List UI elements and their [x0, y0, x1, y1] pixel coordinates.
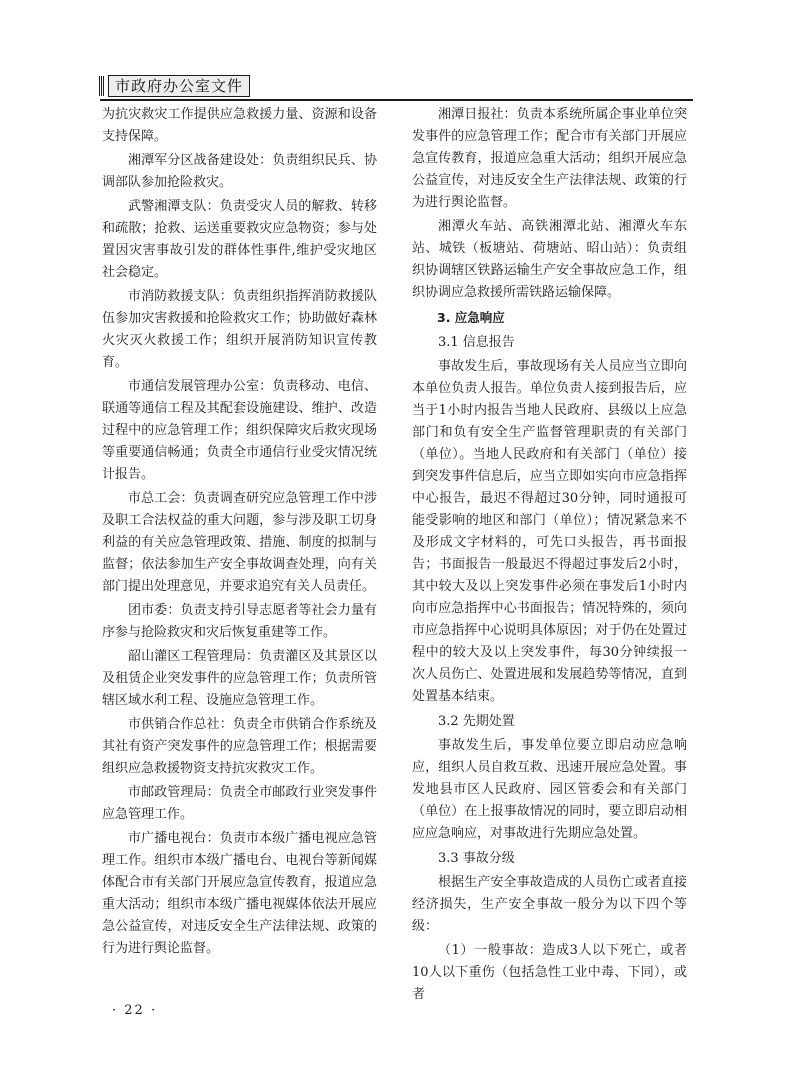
paragraph: 市通信发展管理办公室：负责移动、电信、联通等通信工程及其配套设施建设、维护、改造过程中的应急管理工作；组织保障灾后救灾现场等重要通信畅通；负责全市通信行业受灾情况统计报告。 [102, 379, 377, 482]
paragraph: 韶山灌区工程管理局：负责灌区及其景区以及租赁企业突发事件的应急管理工作；负责所管辖区域水利工程、设施应急管理工作。 [102, 649, 377, 708]
paragraph: 湘潭日报社：负责本系统所属企事业单位突发事件的应急管理工作；配合市有关部门开展应急宣传教育，报道应急重大活动；组织开展应急公益宣传，对违反安全生产法律法规、政策的行为进行舆论监督。 [412, 107, 687, 210]
paragraph: 湘潭火车站、高铁湘潭北站、湘潭火车东站、城铁（板塘站、荷塘站、昭山站）：负责组织协调辖区铁路运输生产安全事故应急工作，组织协调应急救援所需铁路运输保障。 [412, 219, 687, 300]
right-column [412, 104, 687, 1006]
paragraph: 市总工会：负责调查研究应急管理工作中涉及职工合法权益的重大问题，参与涉及职工切身利益的有关应急管理政策、措施、制度的拟制与监督；依法参加生产安全事故调查处理，向有关部门提出处理意见，并要求追究有关人员责任。 [102, 491, 377, 594]
paragraph: 市消防救援支队：负责组织指挥消防救援队伍参加灾害救援和抢险救灾工作；协助做好森林火灾灭火救援工作；组织开展消防知识宣传教育。 [102, 289, 377, 370]
paragraph: 武警湘潭支队：负责受灾人员的解救、转移和疏散；抢救、运送重要救灾应急物资；参与处置因灾害事故引发的群体性事件,维护受灾地区社会稳定。 [102, 199, 377, 280]
paragraph: 事故发生后，事故现场有关人员应当立即向本单位负责人报告。单位负责人接到报告后，应当于1小时内报告当地人民政府、县级以上应急部门和负有安全生产监督管理职责的有关部门（单位）。当地人民政府和有关部门（单位）接到突发事件信息后，应当立即如实向市应急指挥中心报告，最迟不得超过30分钟，同时通报可能受影响的地区和部门（单位）；情况紧急来不及形成文字材料的，可先口头报告，再书面报告；书面报告一般最迟不得超过事发后2小时，其中较大及以上突发事件必须在事发后1小时内向市应急指挥中心书面报告；情况特殊的，须向市应急指挥中心说明具体原因；对于仍在处置过程中的较大及以上突发事件，每30分钟续报一次人员伤亡、处置进展和发展趋势等情况，直到处置基本结束。 [412, 359, 687, 704]
running-header [100, 73, 693, 101]
paragraph: 市邮政管理局：负责全市邮政行业突发事件应急管理工作。 [102, 785, 377, 822]
left-column [102, 104, 377, 960]
paragraph: 湘潭军分区战备建设处：负责组织民兵、协调部队参加抢险救灾。 [102, 153, 377, 190]
paragraph: 团市委：负责支持引导志愿者等社会力量有序参与抢险救灾和灾后恢复重建等工作。 [102, 603, 377, 640]
paragraph: 市供销合作总社：负责全市供销合作系统及其社有资产突发事件的应急管理工作；根据需要组织应急救援物资支持抗灾救灾工作。 [102, 717, 377, 776]
paragraph: 事故发生后，事发单位要立即启动应急响应，组织人员自救互救、迅速开展应急处置。事发地县市区人民政府、园区管委会和有关部门（单位）在上报事故情况的同时，要立即启动相应应急响应，对事故进行先期应急处置。 [412, 738, 687, 841]
paragraph: 为抗灾救灾工作提供应急救援力量、资源和设备支持保障。 [102, 107, 377, 144]
page-number: · 22 · [112, 1003, 158, 1018]
subsection-heading: 3.3 事故分级 [438, 851, 515, 866]
paragraph: 根据生产安全事故造成的人员伤亡或者直接经济损失，生产安全事故一般分为以下四个等级： [412, 875, 687, 934]
paragraph: 市广播电视台：负责市本级广播电视应急管理工作。组织市本级广播电台、电视台等新闻媒体配合市有关部门开展应急宣传教育，报道应急重大活动；组织市本级广播电视媒体依法开展应急公益宣传，对违反安全生产法律法规、政策的行为进行舆论监督。 [102, 831, 377, 956]
subsection-heading: 3.2 先期处置 [438, 714, 515, 729]
section-heading: 3. 应急响应 [437, 310, 505, 325]
header-title: 市政府办公室文件 [108, 75, 250, 97]
subsection-heading: 3.1 信息报告 [438, 335, 515, 350]
paragraph: （1）一般事故：造成3人以下死亡，或者10人以下重伤（包括急性工业中毒、下同），或者 [412, 943, 687, 1002]
